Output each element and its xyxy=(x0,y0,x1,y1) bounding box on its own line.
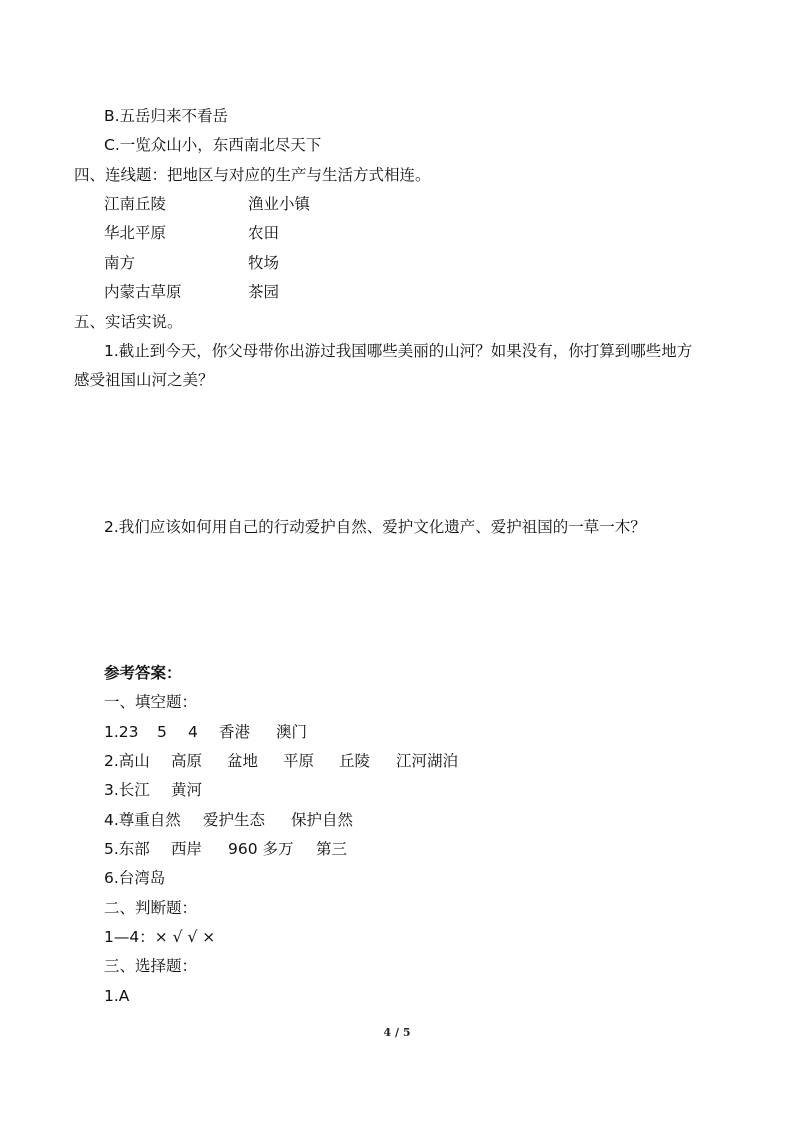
answer-item: 2.高山 xyxy=(104,752,150,770)
match-right-item: 渔业小镇 xyxy=(248,195,311,213)
answer-item: 爱护生态 xyxy=(203,811,266,829)
answer-item: 西岸 xyxy=(171,840,203,858)
choice-answer: 1.A xyxy=(104,987,130,1005)
answer-item: 澳门 xyxy=(276,723,308,741)
answer-item: 960 多万 xyxy=(228,840,294,858)
answer-item: 4 xyxy=(188,723,198,741)
answer-row-4 xyxy=(104,810,353,830)
match-left-item: 华北平原 xyxy=(104,224,167,242)
answer-item: 盆地 xyxy=(227,752,259,770)
answer-item: 保护自然 xyxy=(291,811,354,829)
match-right-item: 茶园 xyxy=(248,283,280,301)
match-right-item: 农田 xyxy=(248,224,280,242)
match-left-item: 江南丘陵 xyxy=(104,195,167,213)
section5-heading: 五、实话实说。 xyxy=(74,313,183,331)
question-1-line1: 1.截止到今天，你父母带你出游过我国哪些美丽的山河？如果没有，你打算到哪些地方 xyxy=(104,342,693,360)
question-2: 2.我们应该如何用自己的行动爱护自然、爱护文化遗产、爱护祖国的一草一木？ xyxy=(104,518,646,536)
answer-row-3 xyxy=(104,780,202,800)
answer-item: 5 xyxy=(157,723,167,741)
judge-answer: 1—4：× √ √ × xyxy=(104,928,216,946)
judge-heading: 二、判断题： xyxy=(104,899,198,917)
answer-row-6: 6.台湾岛 xyxy=(104,869,166,887)
answer-item: 丘陵 xyxy=(339,752,371,770)
option-b: B.五岳归来不看岳 xyxy=(104,107,229,125)
answers-title: 参考答案： xyxy=(104,664,182,682)
answer-item: 高原 xyxy=(171,752,203,770)
section4-heading: 四、连线题：把地区与对应的生产与生活方式相连。 xyxy=(74,166,431,184)
answer-item: 1.23 xyxy=(104,723,139,741)
answer-item: 平原 xyxy=(283,752,315,770)
answer-row-2 xyxy=(104,751,458,771)
answer-item: 3.长江 xyxy=(104,781,150,799)
answer-row-5 xyxy=(104,839,347,859)
answer-item: 5.东部 xyxy=(104,840,150,858)
answer-item: 江河湖泊 xyxy=(396,752,459,770)
answer-item: 4.尊重自然 xyxy=(104,811,181,829)
fill-heading: 一、填空题： xyxy=(104,693,198,711)
option-c: C.一览众山小，东西南北尽天下 xyxy=(104,136,322,154)
answer-item: 黄河 xyxy=(171,781,203,799)
match-left-item: 内蒙古草原 xyxy=(104,283,182,301)
match-right-item: 牧场 xyxy=(248,254,280,272)
answer-item: 香港 xyxy=(219,723,251,741)
choice-heading: 三、选择题： xyxy=(104,957,198,975)
answer-row-1 xyxy=(104,722,307,742)
answer-item: 第三 xyxy=(316,840,348,858)
match-left-item: 南方 xyxy=(104,254,136,272)
page-number: 4 / 5 xyxy=(383,1026,411,1039)
question-1-line2: 感受祖国山河之美？ xyxy=(74,371,214,389)
